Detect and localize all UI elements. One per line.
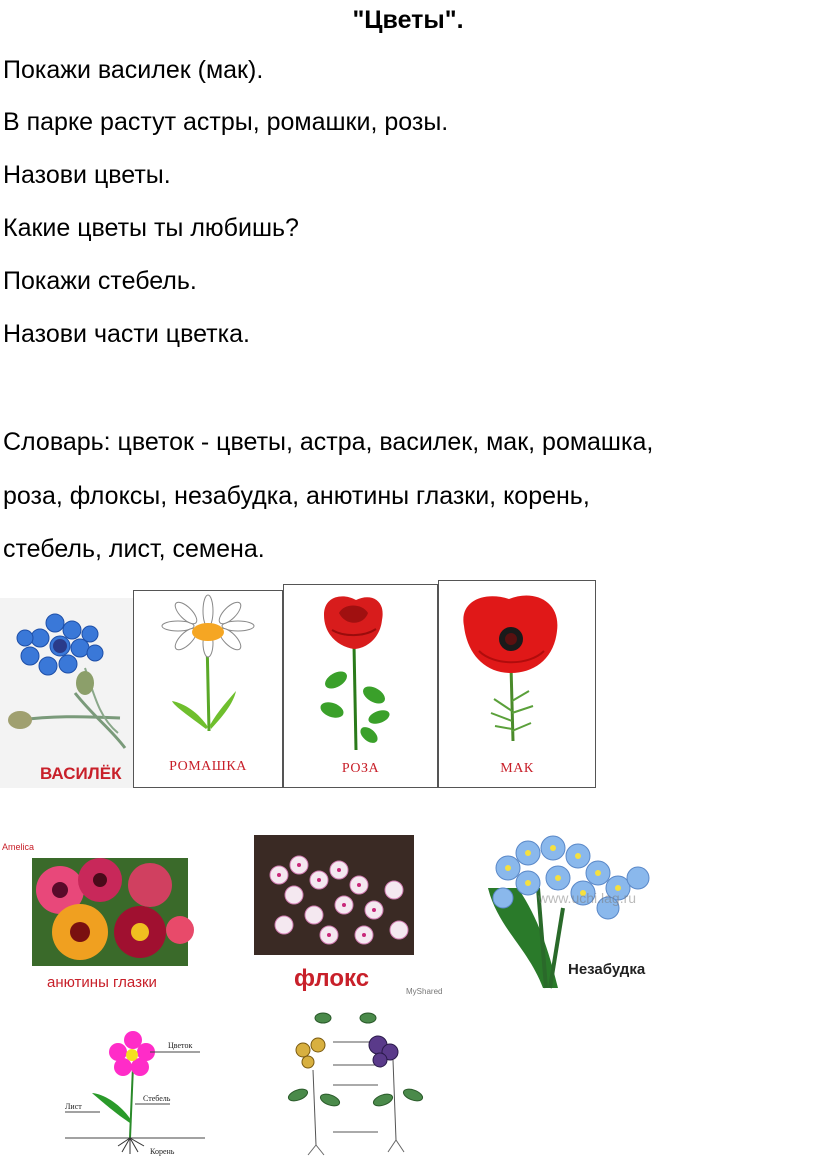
card-label-roza: РОЗА <box>341 761 380 776</box>
card-label-mak: МАК <box>500 761 534 776</box>
vocab-line-1: Словарь: цветок - цветы, астра, василек, мак, ромашка, <box>3 428 654 456</box>
card-cornflower <box>0 598 135 788</box>
card-label-romashka: РОМАШКА <box>169 759 247 774</box>
instruction-line-5: Покажи стебель. <box>3 267 197 295</box>
instruction-line-4: Какие цветы ты любишь? <box>3 214 299 242</box>
pansies-image <box>0 840 195 970</box>
instruction-line-2: В парке растут астры, ромашки, розы. <box>3 108 449 136</box>
vocab-line-2: роза, флоксы, незабудка, анютины глазки, корень, <box>3 482 590 510</box>
card-label-vasilek: ВАСИЛЁК <box>40 764 122 783</box>
photo-pansies <box>0 840 195 1000</box>
instruction-line-1: Покажи василек (мак). <box>3 56 264 84</box>
pansy-logo: Amelica <box>2 842 35 852</box>
card-rose <box>283 584 438 788</box>
diagram-label-flower: Цветок <box>168 1041 193 1050</box>
photo-phlox <box>254 835 449 1000</box>
forgetmenot-label: Незабудка <box>568 961 646 978</box>
phlox-watermark: MyShared <box>406 987 443 996</box>
botanical-image <box>278 1000 438 1160</box>
card-poppy <box>438 580 596 788</box>
diagram-label-root: Корень <box>150 1147 175 1156</box>
poppy-image <box>439 581 596 788</box>
diagram-botanical <box>278 1000 438 1160</box>
diagram-label-stem: Стебель <box>143 1094 171 1103</box>
diagram-label-leaf: Лист <box>65 1102 82 1111</box>
cornflower-image <box>0 598 135 788</box>
forgetmenot-watermark: www.uchi.lag.ru <box>538 890 637 906</box>
vocab-line-3: стебель, лист, семена. <box>3 535 265 563</box>
diagram-flower-parts <box>60 1028 210 1158</box>
instruction-line-3: Назови цветы. <box>3 161 171 189</box>
card-daisy <box>133 590 283 788</box>
instruction-line-6: Назови части цветка. <box>3 320 250 348</box>
page-title: "Цветы". <box>352 6 464 34</box>
phlox-label: флокс <box>294 965 370 992</box>
pansy-label: анютины глазки <box>47 974 157 991</box>
photo-forgetmenot <box>468 828 668 993</box>
phlox-image <box>254 835 449 960</box>
rose-image <box>284 585 438 788</box>
